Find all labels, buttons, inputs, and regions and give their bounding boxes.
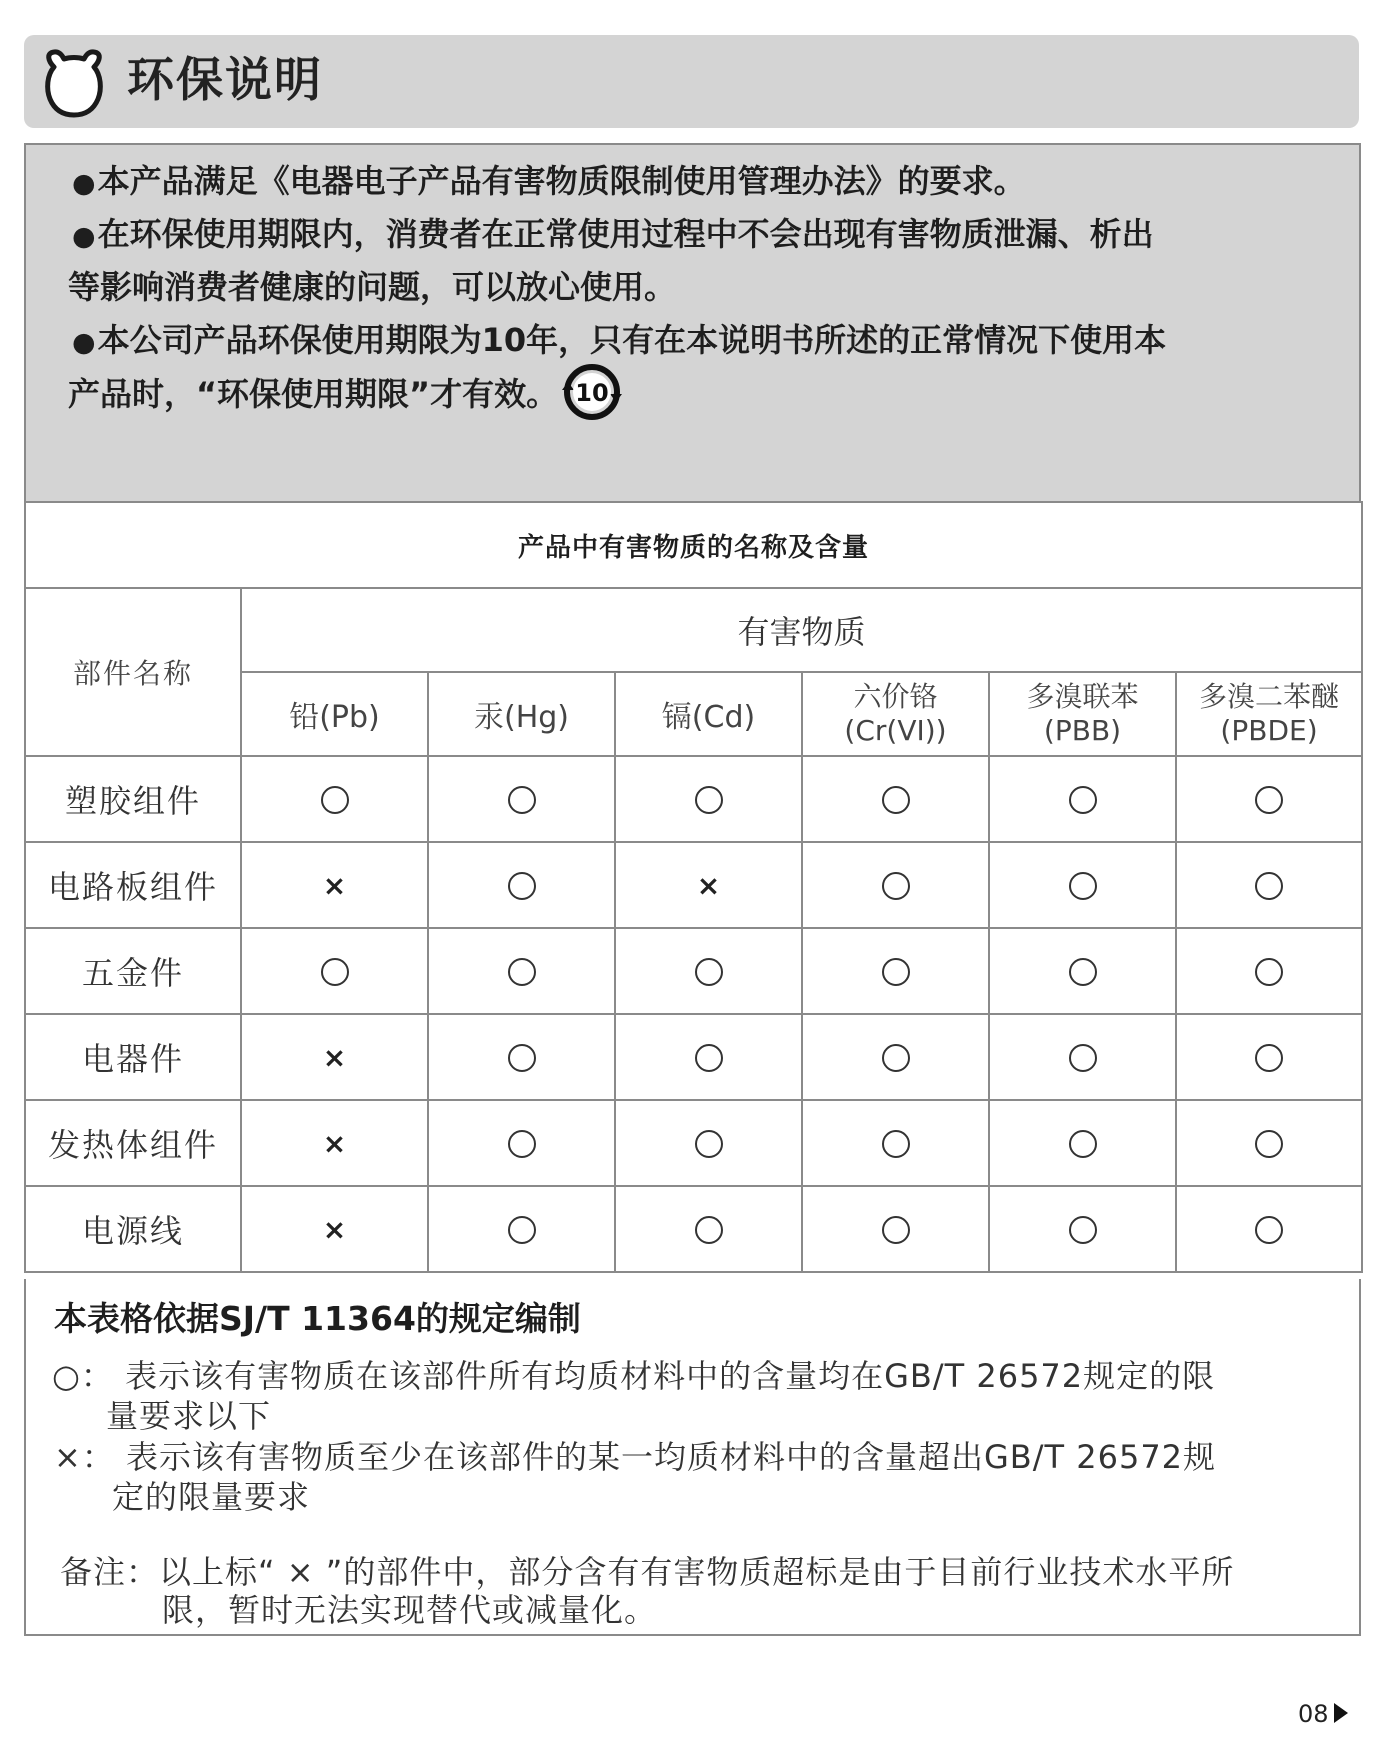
compliant-mark-cell <box>615 928 802 1014</box>
circle-compliant-icon <box>508 872 536 900</box>
substance-header-pbb: 多溴联苯 (PBB) <box>989 672 1176 756</box>
circle-compliant-icon <box>1069 1216 1097 1244</box>
circle-compliant-icon <box>695 786 723 814</box>
page-number: 08 <box>1298 1700 1329 1728</box>
bullet-icon: ● <box>72 221 96 252</box>
intro-line-3: 等影响消费者健康的问题，可以放心使用。 <box>68 268 677 306</box>
bullet-icon: ● <box>72 168 96 199</box>
table-row <box>25 1014 1362 1100</box>
part-name-cell: 电路板组件 <box>25 842 241 928</box>
circle-compliant-icon <box>1255 1130 1283 1158</box>
circle-compliant-icon <box>882 786 910 814</box>
intro-statement-box <box>24 143 1361 503</box>
circle-compliant-icon <box>695 1044 723 1072</box>
compliant-mark-cell <box>802 1186 989 1272</box>
bear-head-icon <box>38 45 110 119</box>
compliant-mark-cell <box>615 1186 802 1272</box>
compliant-mark-cell <box>615 1100 802 1186</box>
circle-compliant-icon <box>508 1216 536 1244</box>
substance-header-lead: 铅(Pb) <box>241 672 428 756</box>
compliant-mark-cell <box>615 1014 802 1100</box>
compliant-mark-cell <box>802 756 989 842</box>
circle-compliant-icon <box>882 958 910 986</box>
circle-compliant-icon <box>695 1130 723 1158</box>
compliant-mark-cell <box>428 1014 615 1100</box>
next-page-arrow-icon <box>1334 1703 1348 1723</box>
circle-compliant-icon <box>695 958 723 986</box>
table-row <box>25 1100 1362 1186</box>
compliant-mark-cell <box>802 842 989 928</box>
remark-line-1: 备注：以上标“ × ”的部件中，部分含有有害物质超标是由于目前行业技术水平所 <box>60 1553 1235 1591</box>
compliant-mark-cell <box>428 842 615 928</box>
remark-line-2: 限，暂时无法实现替代或减量化。 <box>162 1591 658 1629</box>
circle-compliant-icon <box>508 786 536 814</box>
cross-legend-line-2: 定的限量要求 <box>112 1478 311 1516</box>
cross-exceeds-icon: × <box>322 1040 347 1074</box>
compliant-mark-cell <box>989 1100 1176 1186</box>
page-title: 环保说明 <box>127 53 323 108</box>
compliant-mark-cell <box>428 928 615 1014</box>
hazardous-substances-table <box>24 501 1363 1273</box>
circle-compliant-icon <box>1255 1044 1283 1072</box>
circle-compliant-icon <box>1069 958 1097 986</box>
compliant-mark-cell <box>1176 1014 1362 1100</box>
circle-compliant-icon <box>1255 958 1283 986</box>
substance-header-chromium: 六价铬 (Cr(VI)) <box>802 672 989 756</box>
part-name-cell: 电器件 <box>25 1014 241 1100</box>
exceeds-mark-cell <box>241 842 428 928</box>
standard-basis-note: 本表格依据SJ/T 11364的规定编制 <box>54 1299 581 1338</box>
cross-exceeds-icon: × <box>696 868 721 902</box>
intro-line-5: 产品时，“环保使用期限”才有效。 10 <box>68 365 624 424</box>
part-name-cell: 塑胶组件 <box>25 756 241 842</box>
compliant-mark-cell <box>1176 842 1362 928</box>
compliant-mark-cell <box>1176 1100 1362 1186</box>
circle-compliant-icon <box>882 1130 910 1158</box>
compliant-mark-cell <box>241 928 428 1014</box>
circle-compliant-icon <box>1069 786 1097 814</box>
circle-legend-line-2: 量要求以下 <box>106 1397 272 1435</box>
part-name-header: 部件名称 <box>25 588 241 756</box>
environment-protection-use-period-10-icon <box>560 360 624 424</box>
compliant-mark-cell <box>615 756 802 842</box>
compliant-mark-cell <box>802 928 989 1014</box>
compliant-mark-cell <box>1176 1186 1362 1272</box>
compliant-mark-cell <box>989 928 1176 1014</box>
table-body <box>25 756 1362 1272</box>
circle-compliant-icon <box>508 1130 536 1158</box>
circle-compliant-icon <box>1255 872 1283 900</box>
bullet-icon: ● <box>72 327 96 358</box>
circle-legend-line-1: ○： 表示该有害物质在该部件所有均质材料中的含量均在GB/T 26572规定的限 <box>52 1357 1216 1395</box>
circle-compliant-icon <box>882 1216 910 1244</box>
compliant-mark-cell <box>428 756 615 842</box>
circle-compliant-icon <box>1255 786 1283 814</box>
circle-compliant-icon <box>508 958 536 986</box>
compliant-mark-cell <box>1176 756 1362 842</box>
circle-compliant-icon <box>321 786 349 814</box>
substance-header-cadmium: 镉(Cd) <box>615 672 802 756</box>
period-mark-number: 10 <box>575 379 609 407</box>
compliant-mark-cell <box>428 1100 615 1186</box>
compliant-mark-cell <box>1176 928 1362 1014</box>
table-row <box>25 928 1362 1014</box>
notes-box <box>24 1279 1361 1636</box>
circle-compliant-icon <box>321 958 349 986</box>
circle-compliant-icon <box>882 872 910 900</box>
table-caption: 产品中有害物质的名称及含量 <box>25 502 1362 588</box>
part-name-cell: 发热体组件 <box>25 1100 241 1186</box>
circle-compliant-icon <box>508 1044 536 1072</box>
compliant-mark-cell <box>989 1186 1176 1272</box>
intro-line-1: ●本产品满足《电器电子产品有害物质限制使用管理办法》的要求。 <box>72 162 1026 200</box>
cross-exceeds-icon: × <box>322 1126 347 1160</box>
part-name-cell: 五金件 <box>25 928 241 1014</box>
intro-line-4: ●本公司产品环保使用期限为10年，只有在本说明书所述的正常情况下使用本 <box>72 321 1167 359</box>
circle-compliant-icon <box>882 1044 910 1072</box>
exceeds-mark-cell <box>241 1014 428 1100</box>
circle-compliant-icon <box>695 1216 723 1244</box>
compliant-mark-cell <box>428 1186 615 1272</box>
cross-exceeds-icon: × <box>322 1212 347 1246</box>
exceeds-mark-cell <box>615 842 802 928</box>
title-banner <box>24 35 1359 128</box>
part-name-cell: 电源线 <box>25 1186 241 1272</box>
compliant-mark-cell <box>241 756 428 842</box>
compliant-mark-cell <box>802 1014 989 1100</box>
cross-legend-line-1: ×： 表示该有害物质至少在该部件的某一均质材料中的含量超出GB/T 26572规 <box>54 1438 1217 1476</box>
intro-line-2: ●在环保使用期限内，消费者在正常使用过程中不会出现有害物质泄漏、析出 <box>72 215 1154 253</box>
cross-exceeds-icon: × <box>322 868 347 902</box>
exceeds-mark-cell <box>241 1100 428 1186</box>
compliant-mark-cell <box>989 756 1176 842</box>
circle-compliant-icon <box>1069 1130 1097 1158</box>
exceeds-mark-cell <box>241 1186 428 1272</box>
table-row <box>25 756 1362 842</box>
hazardous-substance-header: 有害物质 <box>241 588 1362 672</box>
compliant-mark-cell <box>989 842 1176 928</box>
circle-compliant-icon <box>1255 1216 1283 1244</box>
substance-header-pbde: 多溴二苯醚 (PBDE) <box>1176 672 1362 756</box>
compliant-mark-cell <box>802 1100 989 1186</box>
table-row <box>25 1186 1362 1272</box>
compliant-mark-cell <box>989 1014 1176 1100</box>
table-row <box>25 842 1362 928</box>
circle-compliant-icon <box>1069 872 1097 900</box>
substance-header-mercury: 汞(Hg) <box>428 672 615 756</box>
circle-compliant-icon <box>1069 1044 1097 1072</box>
